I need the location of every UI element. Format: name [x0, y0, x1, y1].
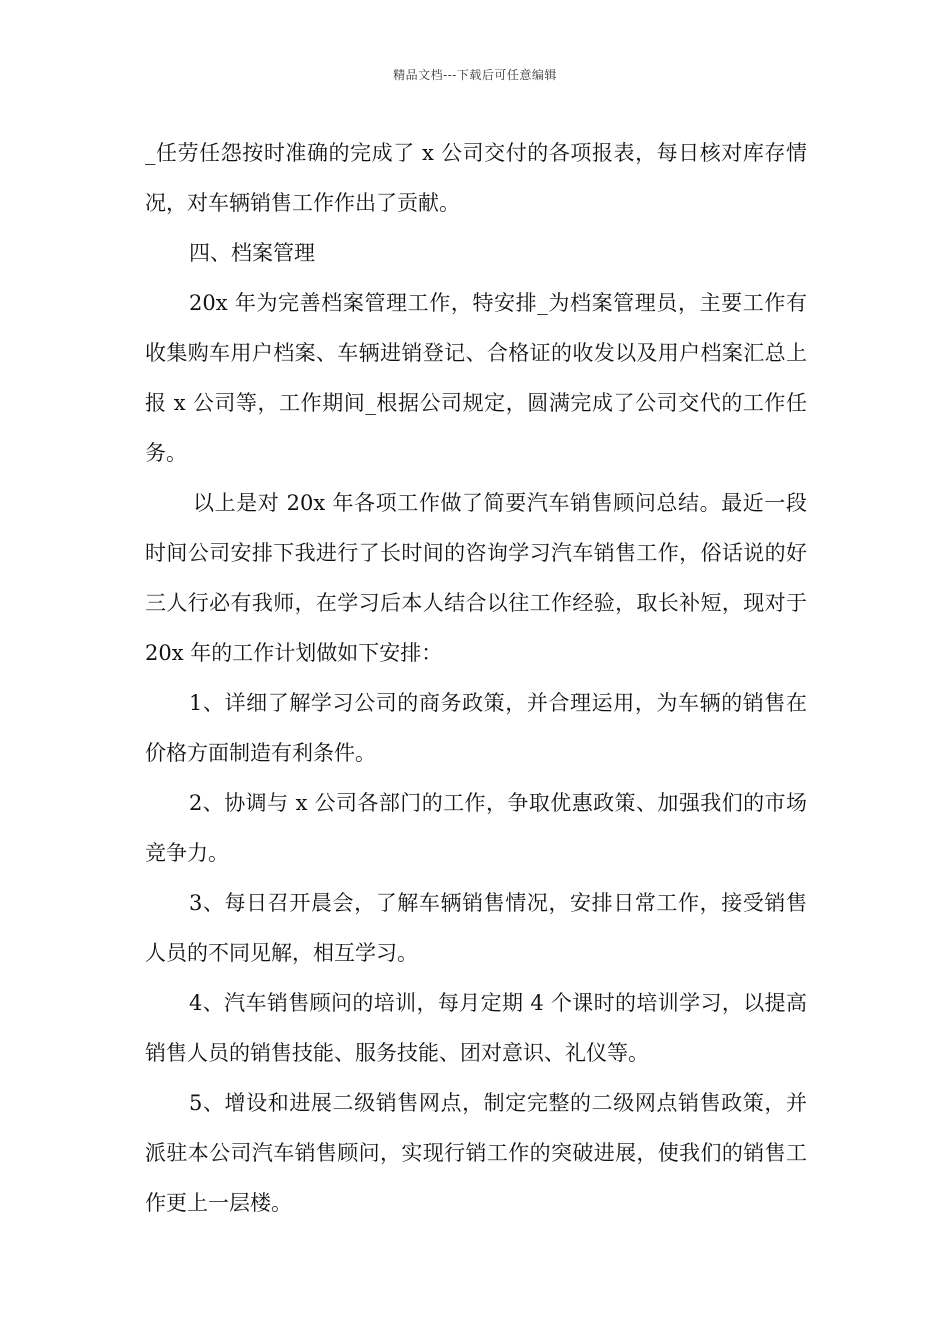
- list-item-3: 3、每日召开晨会，了解车辆销售情况，安排日常工作，接受销售人员的不同见解，相互学习。: [145, 891, 807, 965]
- list-item-2: 2、协调与 x 公司各部门的工作，争取优惠政策、加强我们的市场竞争力。: [145, 791, 807, 865]
- list-item-4: 4、汽车销售顾问的培训，每月定期 4 个课时的培训学习，以提高销售人员的销售技能、服务技能、团对意识、礼仪等。: [145, 991, 807, 1065]
- document-body: [145, 128, 807, 1228]
- page-header: 精品文档---下载后可任意编辑: [393, 68, 557, 82]
- section-heading: 四、档案管理: [189, 241, 315, 265]
- paragraph-archive: 20x 年为完善档案管理工作，特安排_为档案管理员，主要工作有收集购车用户档案、车辆进销登记、合格证的收发以及用户档案汇总上报 x 公司等，工作期间_根据公司规定，圆满完成了公司交代的工作任务。: [145, 291, 807, 465]
- paragraph-continuation: _任劳任怨按时准确的完成了 x 公司交付的各项报表，每日核对库存情况，对车辆销售工作作出了贡献。: [145, 141, 807, 215]
- list-item-5: 5、增设和进展二级销售网点，制定完整的二级网点销售政策，并派驻本公司汽车销售顾问，实现行销工作的突破进展，使我们的销售工作更上一层楼。: [145, 1091, 807, 1215]
- paragraph-summary: 以上是对 20x 年各项工作做了简要汽车销售顾问总结。最近一段时间公司安排下我进行了长时间的咨询学习汽车销售工作，俗话说的好三人行必有我师，在学习后本人结合以往工作经验，取长补短，现对于 20x 年的工作计划做如下安排：: [145, 491, 807, 665]
- list-item-1: 1、详细了解学习公司的商务政策，并合理运用，为车辆的销售在价格方面制造有利条件。: [145, 691, 807, 765]
